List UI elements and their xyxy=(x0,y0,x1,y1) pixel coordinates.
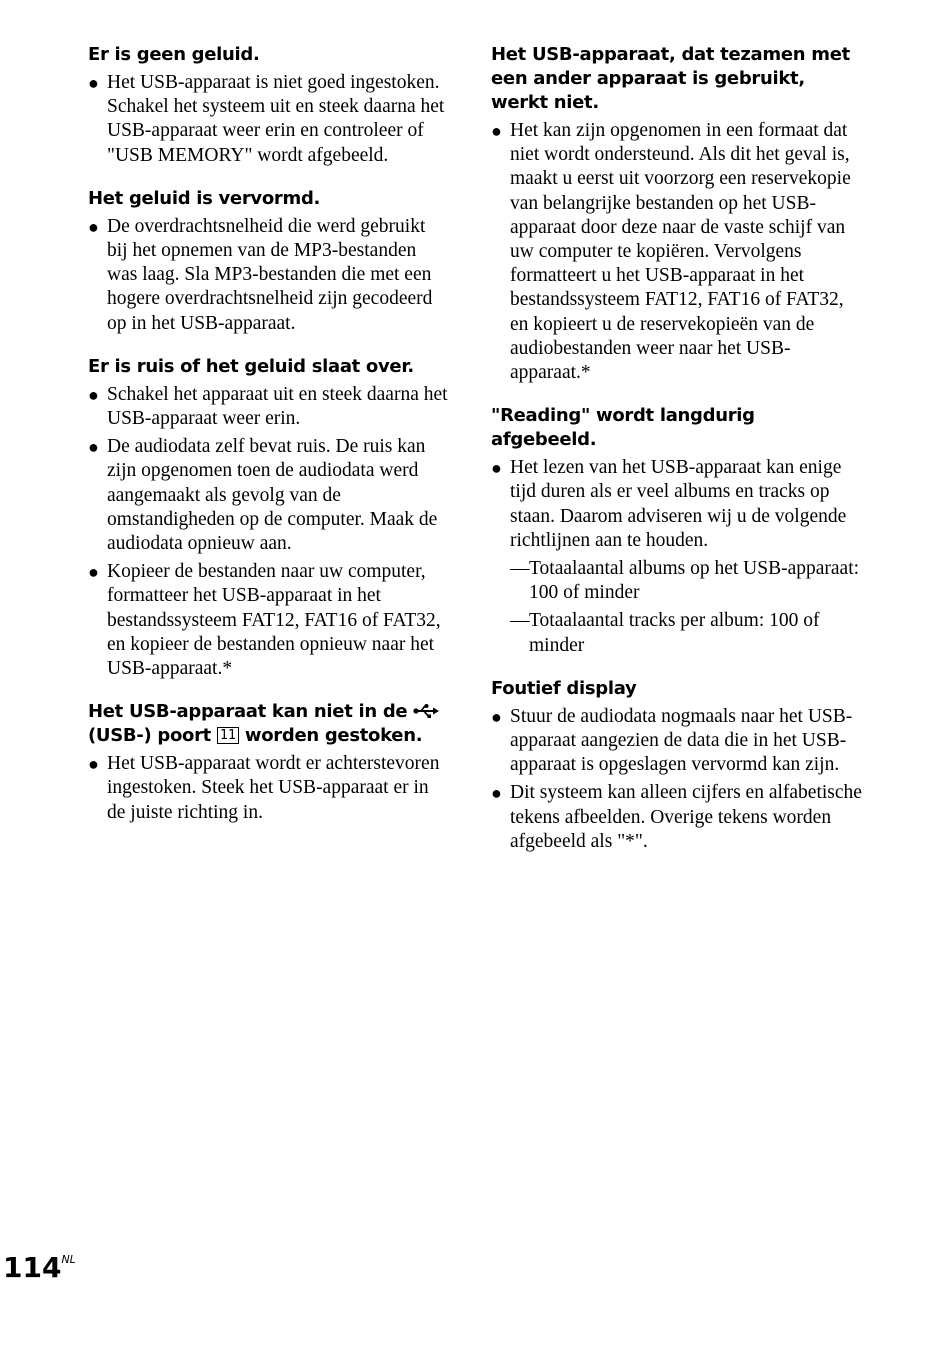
dash-icon: — xyxy=(510,610,530,632)
bullet-icon: ● xyxy=(88,754,99,775)
bullet-item: ● Het lezen van het USB-apparaat kan enige tijd duren als er veel albums en tracks op staan. Daarom adviseren wij u de volgende richtlijnen aan te houden. xyxy=(491,457,847,551)
bullet-icon: ● xyxy=(491,121,502,141)
bullet-item: ● Het kan zijn opgenomen in een formaat dat niet wordt ondersteund. Als dit het geval is, maakt u eerst uit voorzorg een reservekopie van belangrijke bestanden op het USB-apparaat door deze naar de vaste schijf van uw computer te kopiëren. Vervolgens formatteert u het USB-apparaat in het bestandssysteem FAT12, FAT16 of FAT32, en kopieert u de reservekopieën van de audiobestanden weer naar het USB-apparaat.* xyxy=(491,120,851,384)
bullet-icon: ● xyxy=(491,458,502,479)
bullet-icon: ● xyxy=(88,384,99,405)
bullet-item: ● Stuur de audiodata nogmaals naar het USB-apparaat aangezien de data die in het USB-apparaat is opgeslagen vervormd kan zijn. xyxy=(491,705,853,776)
bullet-icon: ● xyxy=(88,216,99,237)
dash-icon: — xyxy=(510,558,530,580)
bullet-icon: ● xyxy=(491,783,502,804)
page-language-suffix: NL xyxy=(61,1253,76,1266)
section-heading: Er is ruis of het geluid slaat over. xyxy=(88,355,414,377)
section-heading: Het geluid is vervormd. xyxy=(88,187,321,209)
bullet-item: ● Kopieer de bestanden naar uw computer, formatteer het USB-apparaat in het bestandssysteem FAT12, FAT16 of FAT32, en kopieer de bestanden opnieuw naar het USB-apparaat.* xyxy=(88,561,441,680)
dash-item: — Totaalaantal tracks per album: 100 of minder xyxy=(510,610,820,656)
left-column xyxy=(88,43,450,844)
section-heading: Er is geen geluid. xyxy=(88,44,260,65)
page-number: $114^{NL}$ xyxy=(3,1251,76,1284)
section-other-device xyxy=(491,43,863,385)
bullet-icon: ● xyxy=(88,437,99,458)
right-column xyxy=(491,43,863,873)
bullet-icon: ● xyxy=(88,73,99,93)
bullet-item: ● Dit systeem kan alleen cijfers en alfabetische tekens afbeelden. Overige tekens worden afgebeeld als "*". xyxy=(491,782,862,852)
section-noise xyxy=(88,355,450,681)
bullet-item: ● Het USB-apparaat is niet goed ingestoken. Schakel het systeem uit en steek daarna het USB-apparaat weer erin en controleer of "USB MEMORY" wordt afgebeeld. xyxy=(88,72,445,166)
section-usb-port xyxy=(88,700,450,825)
section-display-error xyxy=(491,677,863,854)
bullet-item: ● Het USB-apparaat wordt er achterstevoren ingestoken. Steek het USB-apparaat er in de juiste richting in. xyxy=(88,753,440,823)
section-heading: Foutief display xyxy=(491,677,637,699)
section-reading xyxy=(491,404,863,658)
bullet-item: ● De overdrachtsnelheid die werd gebruikt bij het opnemen van de MP3-bestanden was laag. Sla MP3-bestanden die met een hogere overdrachtsnelheid zijn gecodeerd op in het USB-apparaat. xyxy=(88,215,433,334)
section-distorted-sound xyxy=(88,187,450,336)
bullet-icon: ● xyxy=(88,562,99,583)
bullet-icon: ● xyxy=(491,706,502,727)
port-number-badge: 11 xyxy=(217,727,239,744)
section-heading: "Reading" wordt langdurig afgebeeld. xyxy=(491,405,755,451)
section-heading: Het USB-apparaat kan niet in de (USB-) poort 11 worden gestoken. xyxy=(88,700,450,748)
bullet-item: ● De audiodata zelf bevat ruis. De ruis kan zijn opgenomen toen de audiodata werd aangemaakt als gevolg van de omstandigheden op de computer. Maak de audiodata opnieuw aan. xyxy=(88,436,438,555)
dash-item: — Totaalaantal albums op het USB-apparaat: 100 of minder xyxy=(510,558,860,604)
section-heading: Het USB-apparaat, dat tezamen met een ander apparaat is gebruikt, werkt niet. xyxy=(491,44,850,113)
bullet-item: ● Schakel het apparaat uit en steek daarna het USB-apparaat weer erin. xyxy=(88,383,448,430)
usb-icon xyxy=(413,703,439,719)
section-no-sound xyxy=(88,43,450,168)
